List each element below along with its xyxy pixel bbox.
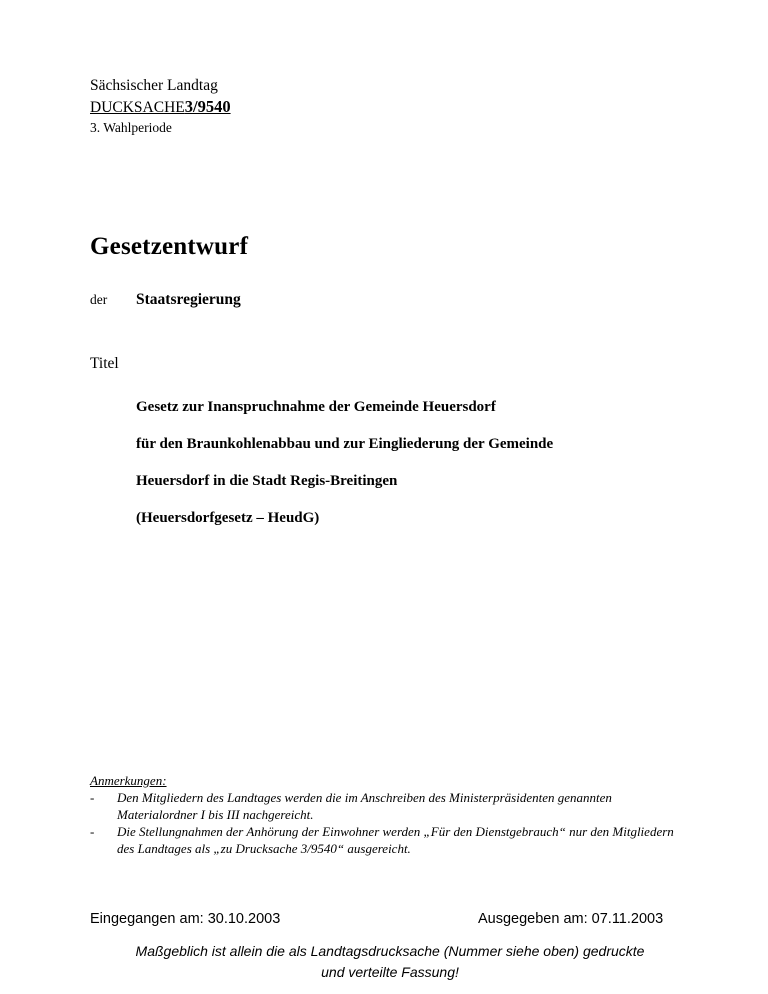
notice-line-1: Maßgeblich ist allein die als Landtagsdrucksache (Nummer siehe oben) gedruckte xyxy=(135,943,645,959)
notes-heading: Anmerkungen: xyxy=(90,773,167,788)
drucksache-number: 3/9540 xyxy=(184,97,231,116)
title-line: Gesetz zur Inanspruchnahme der Gemeinde Heuersdorf xyxy=(136,399,496,415)
note-item xyxy=(90,824,690,857)
title-label: Titel xyxy=(90,355,119,372)
drucksache-line xyxy=(90,96,690,118)
title-line: (Heuersdorfgesetz – HeudG) xyxy=(136,510,320,526)
authoritative-version-notice xyxy=(90,941,690,983)
note-text: Den Mitgliedern des Landtages werden die im Anschreiben des Ministerpräsidenten genannten Materialordner I bis III nachgereicht. xyxy=(117,790,612,822)
document-type-heading: Gesetzentwurf xyxy=(90,233,249,260)
legislative-period: 3. Wahlperiode xyxy=(90,120,172,135)
submitter-name: Staatsregierung xyxy=(136,291,241,308)
issued-date: Ausgegeben am: 07.11.2003 xyxy=(478,911,664,927)
document-header xyxy=(90,76,690,137)
note-bullet: - xyxy=(90,790,95,805)
received-date: Eingegangen am: 30.10.2003 xyxy=(90,911,281,927)
note-bullet: - xyxy=(90,824,95,839)
parliament-name: Sächsischer Landtag xyxy=(90,77,218,94)
document-title xyxy=(136,389,696,537)
note-text: Die Stellungnahmen der Anhörung der Einwohner werden „Für den Dienstgebrauch“ nur den Mitgliedern des Landtages als „zu Drucksache 3/9540“ ausgereicht. xyxy=(117,824,674,856)
title-line: Heuersdorf in die Stadt Regis-Breitingen xyxy=(136,473,398,489)
title-line: für den Braunkohlenabbau und zur Eingliederung der Gemeinde xyxy=(136,436,554,452)
notes-section xyxy=(90,772,690,857)
drucksache-label: DUCKSACHE xyxy=(90,99,185,116)
note-item xyxy=(90,790,690,823)
notice-line-2: und verteilte Fassung! xyxy=(321,964,459,980)
submitter-row xyxy=(90,291,690,309)
submitter-label: der xyxy=(90,292,108,307)
